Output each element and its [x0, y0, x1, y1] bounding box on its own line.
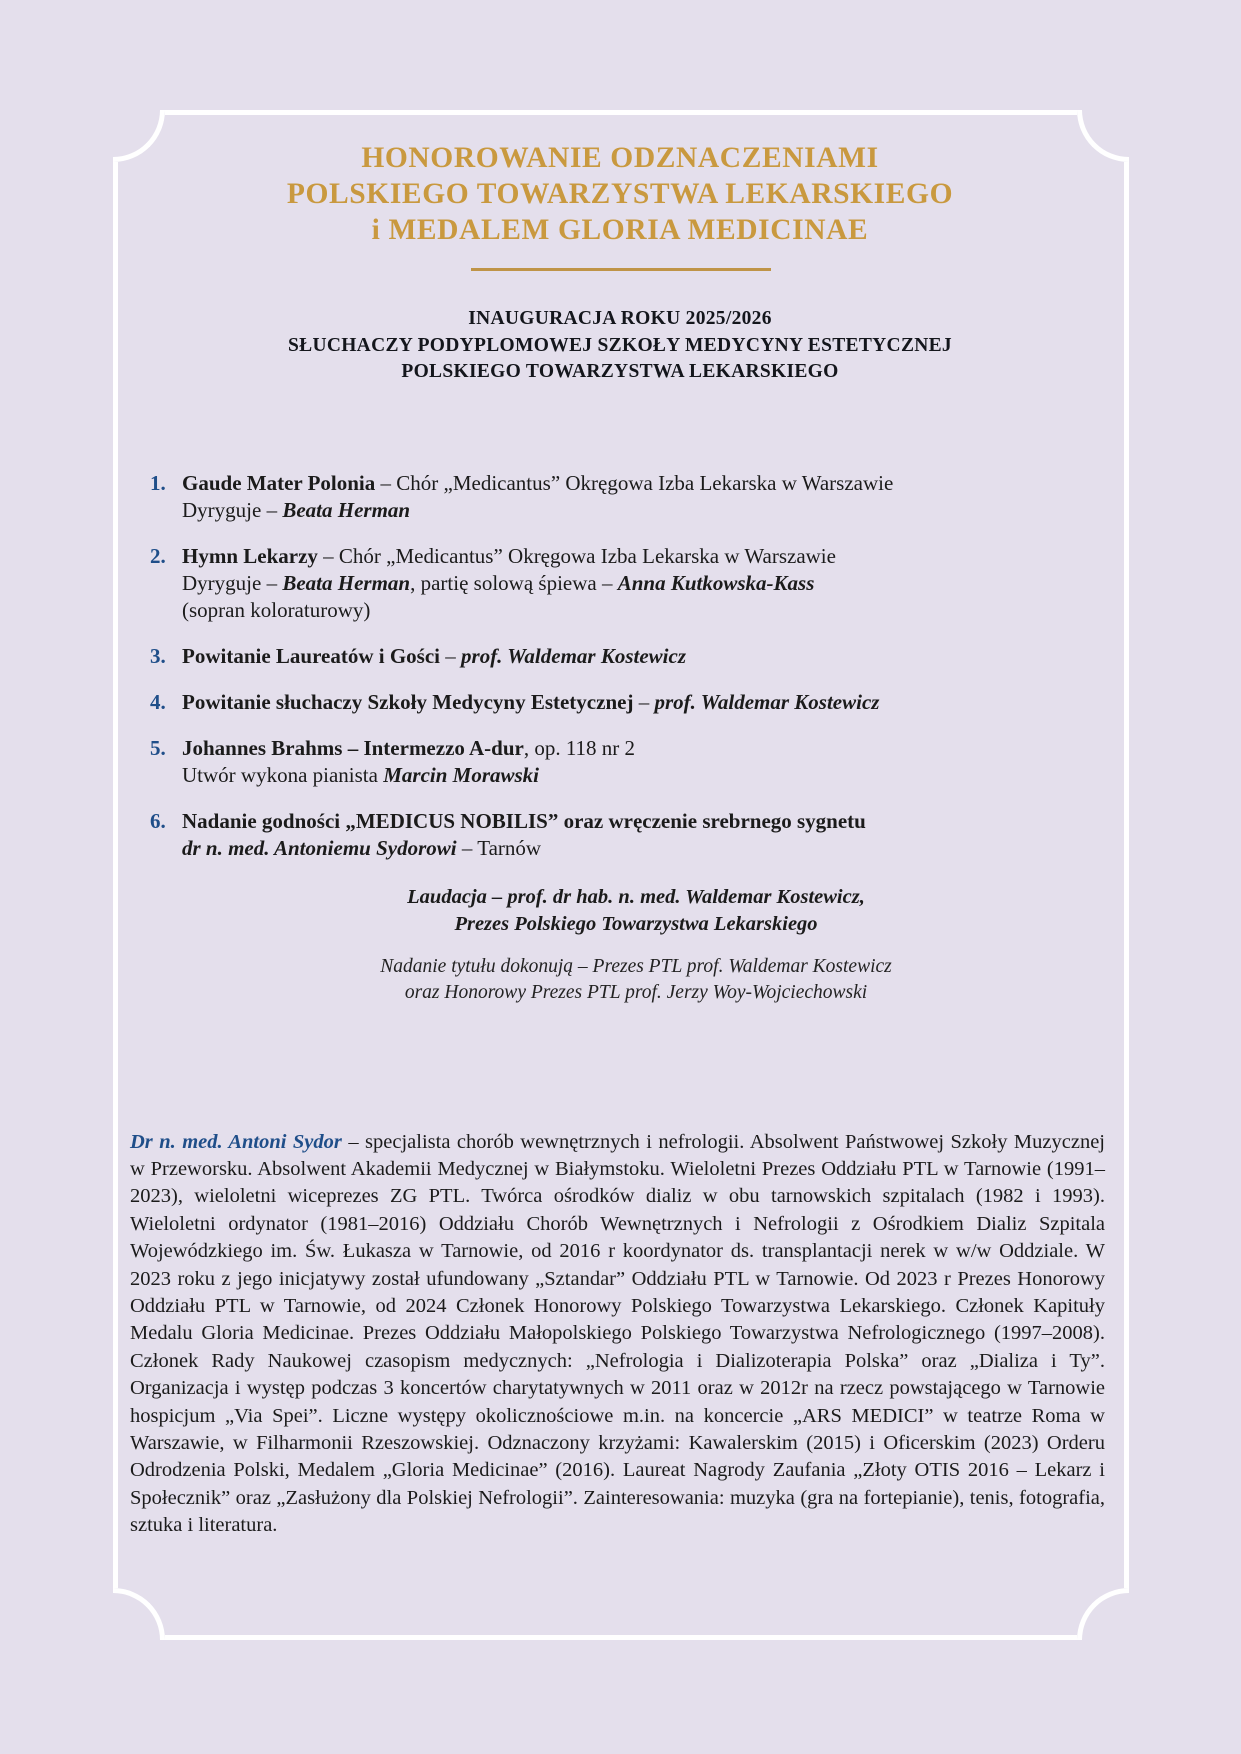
- program-item-6-number: 6.: [150, 809, 166, 833]
- subtitle-line-2: SŁUCHACZY PODYPLOMOWEJ SZKOŁY MEDYCYNY ESTETYCZNEJ: [288, 334, 952, 356]
- nadanie-block: [182, 954, 1100, 1006]
- program-item-3-number: 3.: [150, 644, 166, 668]
- program-item-2-number: 2.: [150, 544, 166, 568]
- program-item-6-honoree: dr n. med. Antoniemu Sydorowi: [182, 836, 457, 860]
- nadanie-line-1: Nadanie tytułu dokonują – Prezes PTL prof. Waldemar Kostewicz: [380, 956, 892, 977]
- program-list: [150, 470, 1100, 1025]
- program-item-2: [150, 543, 1100, 624]
- subtitle: [120, 306, 1120, 386]
- program-item-5-line2-prefix: Utwór wykona pianista: [182, 763, 384, 787]
- program-item-2-line2-prefix: Dyryguje –: [182, 571, 283, 595]
- program-item-2-line3: (sopran koloraturowy): [182, 598, 371, 622]
- program-item-5-pianist: Marcin Morawski: [383, 763, 540, 787]
- biography-paragraph: [130, 1129, 1105, 1540]
- title-line-1: HONOROWANIE ODZNACZENIAMI: [361, 142, 879, 174]
- program-item-4: [150, 689, 1100, 716]
- laudacja-line-2: Prezes Polskiego Towarzystwa Lekarskiego: [454, 913, 818, 935]
- program-item-1-rest: Chór „Medicantus” Okręgowa Izba Lekarska w Warszawie: [396, 471, 894, 495]
- title-line-2: POLSKIEGO TOWARZYSTWA LEKARSKIEGO: [286, 178, 954, 210]
- program-item-5: [150, 735, 1100, 789]
- program-item-2-rest: Chór „Medicantus” Okręgowa Izba Lekarska w Warszawie: [338, 544, 836, 568]
- title-divider: [471, 268, 771, 271]
- subtitle-line-3: POLSKIEGO TOWARZYSTWA LEKARSKIEGO: [401, 361, 839, 382]
- program-item-2-dash: –: [317, 544, 339, 568]
- title-line-3: i MEDALEM GLORIA MEDICINAE: [371, 214, 869, 246]
- page-title: [120, 140, 1120, 248]
- program-item-2-title: Hymn Lekarzy: [182, 544, 318, 568]
- program-item-2-soloist: Anna Kutkowska-Kass: [617, 571, 815, 595]
- program-item-4-number: 4.: [150, 690, 166, 714]
- program-item-2-conductor: Beata Herman: [282, 571, 411, 595]
- program-item-1-dash: –: [375, 471, 397, 495]
- program-item-6-title: Nadanie godności „MEDICUS NOBILIS” oraz wręczenie srebrnego sygnetu: [182, 809, 866, 833]
- biography-body: – specjalista chorób wewnętrznych i nefrologii. Absolwent Państwowej Szkoły Muzycznej w Przeworsku. Absolwent Akademii Medycznej w Białymstoku. Wieloletni Prezes Oddziału PTL w Tarnowie (1991–2023), wieloletni wiceprezes ZG PTL. Twórca ośrodków dializ w obu tarnowskich szpitalach (1982 i 1993). Wieloletni ordynator (1981–2016) Oddziału Chorób Wewnętrznych i Nefrologii z Ośrodkiem Dializ Szpitala Wojewódzkiego im. Św. Łukasza w Tarnowie, od 2016 r koordynator ds. transplantacji nerek w w/w Oddziale. W 2023 roku z jego inicjatywy został ufundowany „Sztandar” Oddziału PTL w Tarnowie. Od 2023 r Prezes Honorowy Oddziału PTL w Tarnowie, od 2024 Członek Honorowy Polskiego Towarzystwa Lekarskiego. Członek Kapituły Medalu Gloria Medicinae. Prezes Oddziału Małopolskiego Polskiego Towarzystwa Nefrologicznego (1997–2008). Członek Rady Naukowej czasopism medycznych: „Nefrologia i Dializoterapia Polska” oraz „Dializa i Ty”. Organizacja i występ podczas 3 koncertów charytatywnych w 2011 oraz w 2012r na rzecz powstającego w Tarnowie hospicjum „Via Spei”. Liczne występy okolicznościowe m.in. na koncercie „ARS MEDICI” w teatrze Roma w Warszawie, w Filharmonii Rzeszowskiej. Odznaczony krzyżami: Kawalerskim (2015) i Oficerskim (2023) Orderu Odrodzenia Polski, Medalem „Gloria Medicinae” (2016). Laureat Nagrody Zaufania „Złoty OTIS 2016 – Lekarz i Społecznik” oraz „Zasłużony dla Polskiej Nefrologii”. Zainteresowania: muzyka (gra na fortepianie), tenis, fotografia, sztuka i literatura.: [130, 1130, 1105, 1537]
- program-item-3: [150, 643, 1100, 670]
- program-item-1-title: Gaude Mater Polonia: [182, 471, 376, 495]
- program-item-5-title: Johannes Brahms – Intermezzo A-dur: [182, 736, 524, 760]
- program-item-5-number: 5.: [150, 736, 166, 760]
- program-item-6-city: – Tarnów: [456, 836, 542, 860]
- program-item-6: [150, 808, 1100, 1006]
- laudacja-line-1: Laudacja – prof. dr hab. n. med. Waldemar Kostewicz,: [407, 886, 865, 908]
- program-item-4-name: prof. Waldemar Kostewicz: [654, 690, 880, 714]
- program-item-1-conductor: Beata Herman: [282, 498, 411, 522]
- program-item-3-name: prof. Waldemar Kostewicz: [461, 644, 686, 668]
- program-item-4-dash: –: [633, 690, 655, 714]
- program-item-3-title: Powitanie Laureatów i Gości: [182, 644, 441, 668]
- program-item-1-number: 1.: [150, 471, 166, 495]
- subtitle-line-1: INAUGURACJA ROKU 2025/2026: [468, 308, 772, 329]
- program-item-3-dash: –: [440, 644, 462, 668]
- nadanie-line-2: oraz Honorowy Prezes PTL prof. Jerzy Woy-Wojciechowski: [404, 982, 868, 1003]
- program-item-1-line2-prefix: Dyryguje –: [182, 498, 283, 522]
- laudacja-block: [182, 884, 1100, 938]
- biography-lead-name: Dr n. med. Antoni Sydor: [130, 1130, 342, 1153]
- program-item-1: [150, 470, 1100, 524]
- program-item-4-title: Powitanie słuchaczy Szkoły Medycyny Estetycznej: [182, 690, 634, 714]
- program-item-2-line2-mid: , partię solową śpiewa –: [410, 571, 618, 595]
- program-item-5-rest: , op. 118 nr 2: [523, 736, 636, 760]
